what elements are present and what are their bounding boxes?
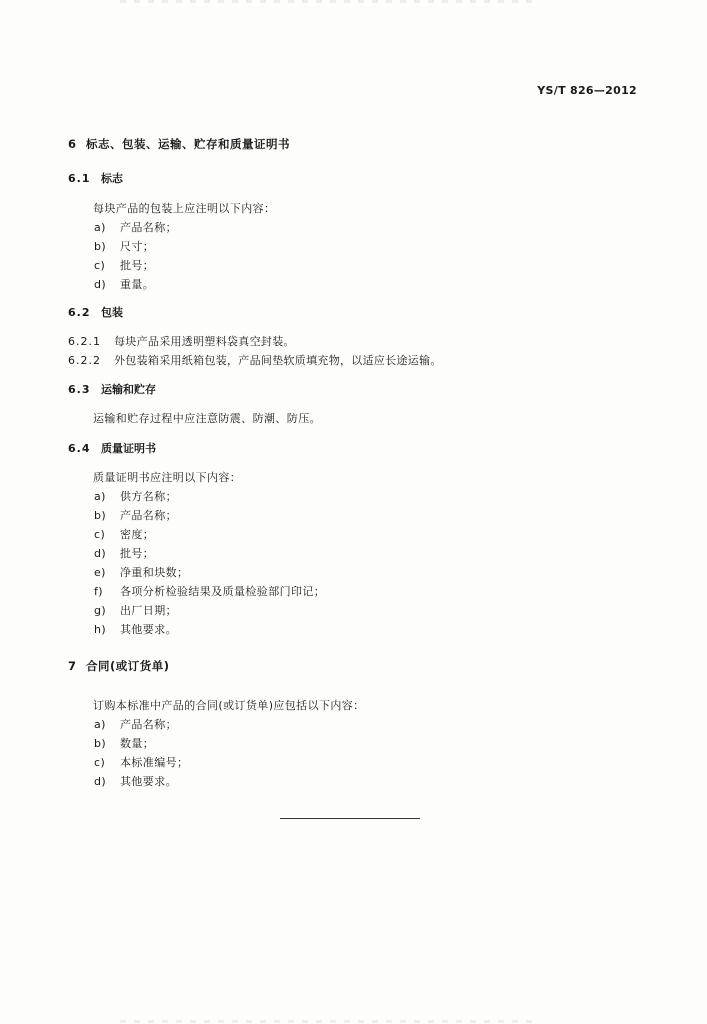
section-heading-6 — [68, 136, 290, 152]
paragraph-7-intro: 订购本标准中产品的合同(或订货单)应包括以下内容： — [93, 699, 365, 712]
end-of-document-rule — [280, 818, 420, 819]
section-title: 标志、包装、运输、贮存和质量证明书 — [86, 137, 290, 151]
list-marker: a) — [94, 718, 106, 731]
list-text: 数量； — [120, 737, 155, 750]
list-marker: c) — [94, 259, 106, 272]
paragraph-6-1-intro: 每块产品的包装上应注明以下内容： — [93, 202, 276, 215]
list-item — [94, 219, 177, 235]
list-text: 重量。 — [120, 278, 155, 291]
subsection-title: 标志 — [101, 172, 123, 185]
section-number: 7 — [68, 659, 77, 673]
list-text: 密度； — [120, 528, 155, 541]
list-marker: c) — [94, 756, 106, 769]
list-marker: f) — [94, 585, 103, 598]
section-heading-7 — [68, 658, 170, 674]
list-text: 出厂日期； — [120, 604, 177, 617]
list-marker: d) — [94, 775, 107, 788]
subsection-title: 运输和贮存 — [101, 383, 156, 396]
list-marker: c) — [94, 528, 106, 541]
list-item — [94, 773, 177, 789]
clause-number: 6.2.2 — [68, 354, 101, 367]
scan-artifact-top — [120, 0, 540, 3]
list-marker: a) — [94, 221, 106, 234]
paragraph-6-3: 运输和贮存过程中应注意防震、防潮、防压。 — [93, 412, 321, 425]
clause-text: 外包装箱采用纸箱包装，产品间垫软质填充物，以适应长途运输。 — [114, 354, 442, 367]
subsection-number: 6.4 — [68, 442, 91, 455]
list-marker: d) — [94, 547, 107, 560]
list-item — [94, 716, 177, 732]
list-marker: e) — [94, 566, 106, 579]
list-text: 尺寸； — [120, 240, 155, 253]
list-text: 各项分析检验结果及质量检验部门印记； — [120, 585, 326, 598]
list-marker: b) — [94, 737, 107, 750]
list-text: 本标准编号； — [120, 756, 189, 769]
list-marker: b) — [94, 240, 107, 253]
list-item — [94, 545, 154, 561]
subsection-heading-6-4 — [68, 440, 156, 456]
subsection-heading-6-3 — [68, 381, 156, 397]
list-text: 批号； — [120, 547, 155, 560]
subsection-number: 6.3 — [68, 383, 91, 396]
list-item — [94, 564, 188, 580]
clause-6-2-2 — [68, 352, 442, 368]
subsection-title: 包装 — [101, 306, 123, 319]
list-marker: b) — [94, 509, 107, 522]
list-marker: g) — [94, 604, 107, 617]
list-item — [94, 488, 177, 504]
clause-number: 6.2.1 — [68, 335, 101, 348]
list-marker: h) — [94, 623, 107, 636]
list-item — [94, 602, 177, 618]
list-item — [94, 257, 154, 273]
list-text: 其他要求。 — [120, 775, 177, 788]
subsection-number: 6.2 — [68, 306, 91, 319]
list-item — [94, 507, 177, 523]
list-text: 其他要求。 — [120, 623, 177, 636]
subsection-title: 质量证明书 — [101, 442, 156, 455]
list-text: 净重和块数； — [120, 566, 189, 579]
list-text: 产品名称； — [120, 718, 177, 731]
list-marker: d) — [94, 278, 107, 291]
section-title: 合同(或订货单) — [86, 659, 170, 673]
list-item — [94, 621, 177, 637]
list-marker: a) — [94, 490, 106, 503]
subsection-number: 6.1 — [68, 172, 91, 185]
clause-text: 每块产品采用透明塑料袋真空封装。 — [114, 335, 295, 348]
standard-number: YS/T 826—2012 — [537, 84, 637, 97]
list-text: 批号； — [120, 259, 155, 272]
subsection-heading-6-2 — [68, 304, 123, 320]
section-number: 6 — [68, 137, 77, 151]
paragraph-6-4-intro: 质量证明书应注明以下内容： — [93, 471, 242, 484]
list-text: 产品名称； — [120, 509, 177, 522]
list-item — [94, 276, 154, 292]
list-text: 产品名称； — [120, 221, 177, 234]
list-item — [94, 754, 188, 770]
list-text: 供方名称； — [120, 490, 177, 503]
list-item — [94, 735, 154, 751]
clause-6-2-1 — [68, 333, 295, 349]
subsection-heading-6-1 — [68, 170, 123, 186]
list-item — [94, 526, 154, 542]
scan-artifact-bottom — [120, 1020, 540, 1023]
list-item — [94, 583, 325, 599]
list-item — [94, 238, 154, 254]
